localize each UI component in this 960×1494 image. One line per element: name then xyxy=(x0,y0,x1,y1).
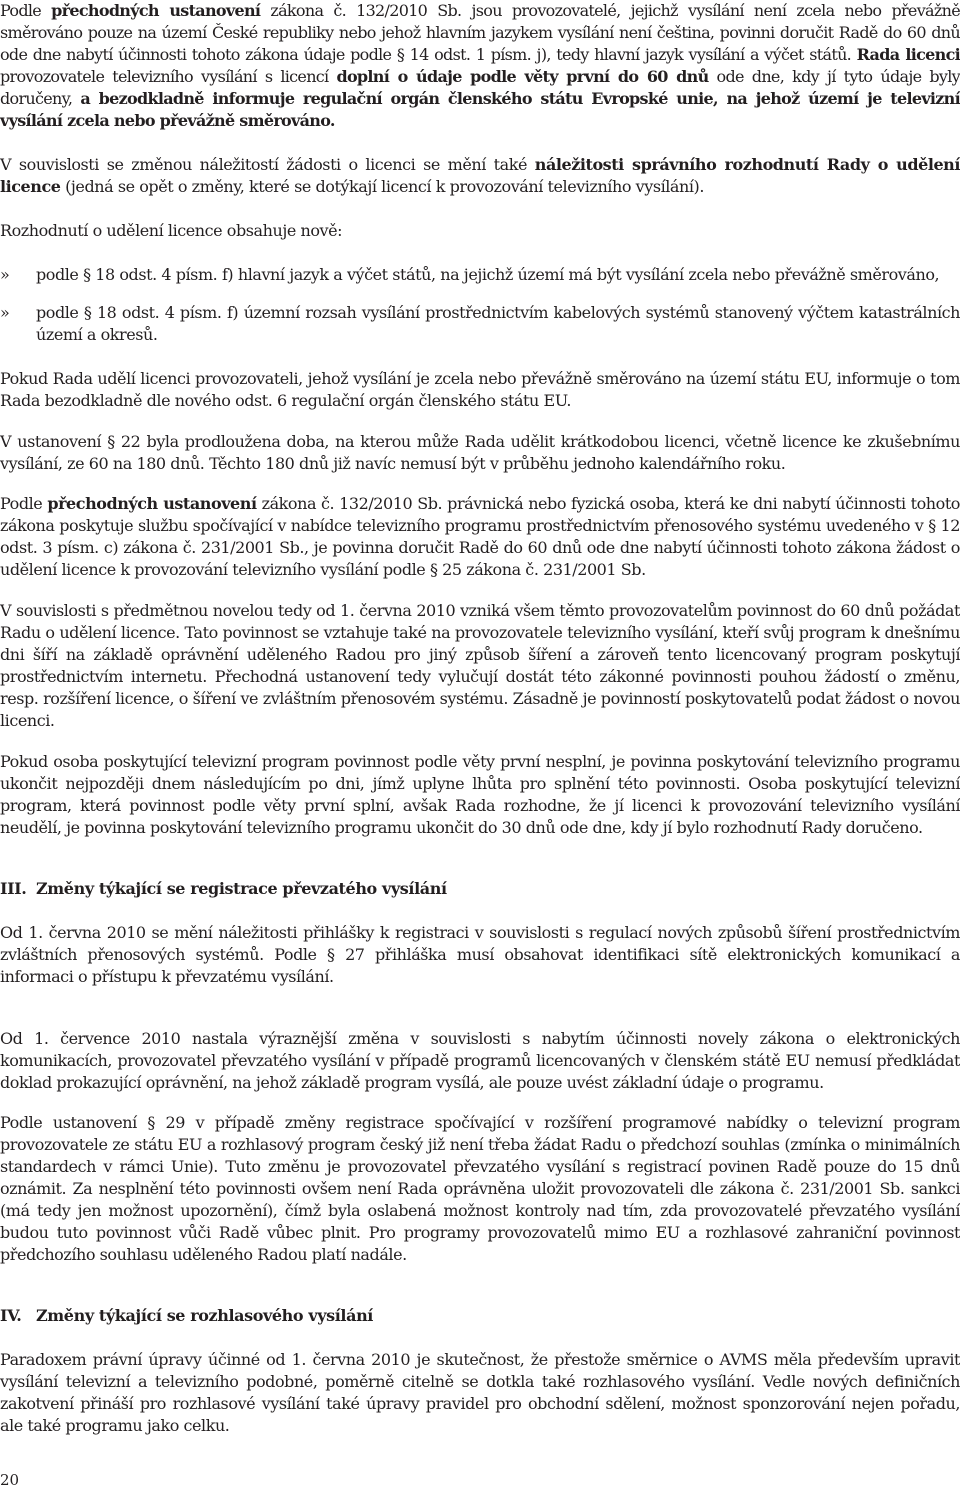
list-item-text: podle § 18 odst. 4 písm. f) hlavní jazyk a výčet států, na jejichž území má být vysílání zcela nebo převážně směrováno, xyxy=(36,265,940,284)
text-run: Pokud Rada udělí licenci provozovateli, jehož vysílání je zcela nebo převážně směrováno na území státu EU, informuje o tom Rada bezodkladně dle nového odst. 6 regulační orgán členského státu EU. xyxy=(0,369,960,410)
paragraph-transitional-provisions-transmission xyxy=(0,493,960,581)
section-number: IV. xyxy=(0,1306,22,1325)
list-item-text: podle § 18 odst. 4 písm. f) územní rozsah vysílání prostřednictvím kabelových systémů stanovený výčtem katastrálních území a okresů. xyxy=(36,303,960,344)
text-run: Od 1. července 2010 nastala výraznější změna v souvislosti s nabytím účinnosti novely zákona o elektronických komunikacích, provozovatel převzatého vysílání v případě programů licencovaných v členském státě EU nemusí předkládat doklad prokazující oprávnění, na jehož základě program vysílá, ale pouze uvést základní údaje o programu. xyxy=(0,1029,960,1092)
paragraph-registration-change xyxy=(0,1112,960,1266)
section-heading-iii xyxy=(0,878,447,900)
text-run: Podle xyxy=(0,1,52,20)
section-heading-iv xyxy=(0,1305,373,1327)
bold-text-run: doplní o údaje podle věty první do 60 dnů xyxy=(336,67,709,86)
bullet-marker: » xyxy=(0,265,10,284)
paragraph-termination xyxy=(0,751,960,839)
paragraph-decision-contains xyxy=(0,220,960,242)
paragraph-registration-application xyxy=(0,922,960,988)
paragraph-july-change xyxy=(0,1028,960,1094)
paragraph-radio-broadcasting xyxy=(0,1349,960,1437)
text-run: provozovatele televizního vysílání s licencí xyxy=(0,67,337,86)
section-title: Změny týkající se rozhlasového vysílání xyxy=(36,1306,373,1325)
text-run: V ustanovení § 22 byla prodloužena doba, na kterou může Rada udělit krátkodobou licenci, včetně licence ke zkušebnímu vysílání, ze 60 na 180 dnů. Těchto 180 dnů již navíc nemusí být v průběhu jednoho kalendářního roku. xyxy=(0,432,960,473)
text-run: ode dne, kdy jí tyto údaje byly doručeny, xyxy=(0,67,960,108)
bold-text-run: a bezodkladně informuje regulační orgán členského státu Evropské unie, na jehož území je televizní vysílání zcela nebo převážně směrováno. xyxy=(0,89,960,130)
text-run: Paradoxem právní úpravy účinné od 1. června 2010 je skutečnost, že přestože směrnice o AVMS měla především upravit vysílání televizní a televizního podobné, poměrně citelně se dotkla také rozhlasového vysílání. Vedle nových definičních zakotvení přináší pro rozhlasové vysílání také úpravy pravidel pro obchodní sdělení, možnost sponzorování nejen pořadu, ale také programu jako celku. xyxy=(0,1350,960,1435)
bold-text-run: náležitosti správního rozhodnutí Rady o udělení licence xyxy=(0,155,960,196)
text-run: zákona č. 132/2010 Sb. jsou provozovatelé, jejichž vysílání není zcela nebo převážně směrováno pouze na území České republiky nebo jehož hlavním jazykem vysílání není čeština, povinni doručit Radě do 60 dnů ode dne nabytí účinnosti tohoto zákona údaje podle § 14 odst. 1 písm. j), tedy hlavní jazyk vysílání a výčet států. xyxy=(0,1,960,64)
text-run: Podle ustanovení § 29 v případě změny registrace spočívající v rozšíření programové nabídky o televizní program provozovatele ze státu EU a rozhlasový program český již není třeba žádat Radu o předchozí souhlas (zmínka o minimálních standardech v rámci Unie). Tuto změnu je provozovatel převzatého vysílání s registrací povinen Radě pouze do 15 dnů oznámit. Za nesplnění této povinnosti ovšem není Rada oprávněna uložit provozovateli dle zákona č. 231/2001 Sb. sankci (má tedy jen možnost upozornění), čímž byla oslabená možnost kontroly nad tím, zda provozovatelé převzatého vysílání budou tuto povinnost vůči Radě vůbec plnit. Pro programy provozovatelů mimo EU a rozhlasové zahraniční povinnost předchozího souhlasu uděleného Radou platí nadále. xyxy=(0,1113,960,1264)
text-run: Pokud osoba poskytující televizní program povinnost podle věty první nesplní, je povinna poskytování televizního programu ukončit nejpozději dnem následujícím po dni, jímž uplyne lhůta pro splnění této povinnosti. Osoba poskytující televizní program, která povinnost podle věty první splní, avšak Rada rozhodne, že jí licenci k provozování televizního vysílání neudělí, je povinna poskytování televizního programu ukončit do 30 dnů ode dne, kdy jí bylo rozhodnutí Rady doručeno. xyxy=(0,752,960,837)
bold-text-run: Rada licenci xyxy=(856,45,960,64)
page-number: 20 xyxy=(0,1471,20,1489)
text-run: (jedná se opět o změny, které se dotýkají licencí k provozování televizního vysílání). xyxy=(60,177,704,196)
text-run: V souvislosti se změnou náležitostí žádosti o licenci se mění také xyxy=(0,155,535,174)
text-run: zákona č. 132/2010 Sb. právnická nebo fyzická osoba, která ke dni nabytí účinnosti tohoto zákona poskytuje službu spočívající v nabídce televizního programu prostřednictvím přenosového systému uvedeného v § 12 odst. 3 písm. c) zákona č. 231/2001 Sb., je povinna doručit Radě do 60 dnů ode dne nabytí účinnosti tohoto zákona žádost o udělení licence k provozování televizního vysílání podle § 25 zákona č. 231/2001 Sb. xyxy=(0,494,960,579)
text-run: Od 1. června 2010 se mění náležitosti přihlášky k registraci v souvislosti s regulací nových způsobů šíření prostřednictvím zvláštních přenosových systémů. Podle § 27 přihláška musí obsahovat identifikaci sítě elektronických komunikací a informaci o přístupu k převzatému vysílání. xyxy=(0,923,960,986)
paragraph-short-term-licence xyxy=(0,431,960,475)
section-title: Změny týkající se registrace převzatého vysílání xyxy=(36,879,447,898)
paragraph-licence-obligation xyxy=(0,600,960,732)
bold-text-run: přechodných ustanovení xyxy=(47,494,257,513)
paragraph-eu-notification xyxy=(0,368,960,412)
paragraph-licence-decision-requirements xyxy=(0,154,960,198)
text-run: V souvislosti s předmětnou novelou tedy od 1. června 2010 vzniká všem těmto provozovatelům povinnost do 60 dnů požádat Radu o udělení licence. Tato povinnost se vztahuje také na provozovatele televizního vysílání, kteří svůj program k dnešnímu dni šíří na základě oprávnění uděleného Radou pro jiný způsob šíření a zároveň tento licencovaný program poskytují prostřednictvím internetu. Přechodná ustanovení tedy vylučují dostát této zákonné povinnosti pouhou žádostí o změnu, resp. rozšíření licence, o šíření ve zvláštním přenosovém systému. Zásadně je povinností poskytovatelů podat žádost o novou licenci. xyxy=(0,601,960,730)
section-number: III. xyxy=(0,879,27,898)
paragraph-transitional-provisions xyxy=(0,0,960,132)
bold-text-run: přechodných ustanovení xyxy=(51,1,261,20)
text-run: Podle xyxy=(0,494,48,513)
text-run: Rozhodnutí o udělení licence obsahuje nově: xyxy=(0,221,343,240)
bullet-marker: » xyxy=(0,303,10,322)
